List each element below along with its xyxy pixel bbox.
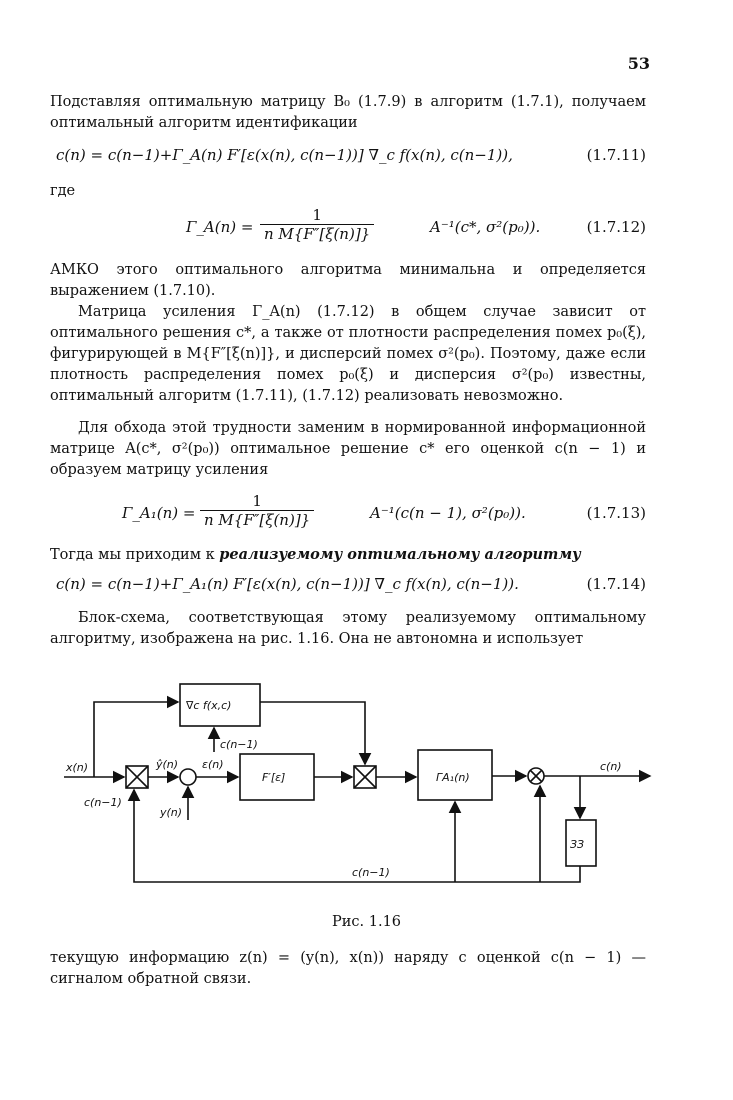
equation-1-7-12 [50,206,646,250]
label-grad: ∇c f(x,c) [186,699,232,712]
equation-number: (1.7.12) [586,218,646,236]
equation-number: (1.7.14) [586,575,646,593]
label-c-n: c(n) [600,760,622,773]
label-y-hat: ŷ(n) [156,758,179,771]
paragraph-3: Матрица усиления Γ_A(n) (1.7.12) в общем случае зависит от оптимального решения c*, а также от плотности распределения помех p₀(ξ), фигурирующей в M{F″[ξ(n)]}, и дисперсий помех σ²(p₀). Поэтому, даже если плотность распределения помех p₀(ξ) и дисперсия σ²(p₀) известны, оптимальный алгоритм (1.7.11), (1.7.12) реализовать невозможно. [50,304,646,404]
paragraph-5 [50,544,646,566]
equation-fraction [260,206,374,243]
label-delay: ЗЗ [570,838,585,851]
equation-body: c(n) = c(n−1)+Γ_A₁(n) F′[ε(x(n), c(n−1))] ∇_c f(x(n), c(n−1)). [56,575,519,593]
label-eps: ε(n) [202,758,224,771]
paragraph-4: Для обхода этой трудности заменим в нормированной информационной матрице A(c*, σ²(p₀)) оптимальное решение c* его оценкой c(n − 1) и образуем матрицу усиления [50,420,646,478]
equation-rhs: A⁻¹(c*, σ²(p₀)). [430,218,541,236]
label-f-prime: F′[ε] [262,771,286,784]
label-gamma: ΓA₁(n) [436,771,470,784]
equation-lhs: Γ_A(n) = [186,218,254,236]
equation-number: (1.7.13) [586,504,646,522]
paragraph-6: Блок-схема, соответствующая этому реализуемому оптимальному алгоритму, изображена на рис. 1.16. Она не автономна и использует [50,610,646,647]
paragraph-7: текущую информацию z(n) = (y(n), x(n)) наряду с оценкой c(n − 1) — сигналом обратной связи. [50,950,646,987]
equation-rhs: A⁻¹(c(n − 1), σ²(p₀)). [370,504,526,522]
block-diagram [0,670,733,900]
label-c-n1-top: c(n−1) [220,738,258,751]
where-label: где [50,183,76,199]
figure-caption: Рис. 1.16 [331,914,402,930]
label-y-n: y(n) [160,806,183,819]
equation-body: c(n) = c(n−1)+Γ_A(n) F′[ε(x(n), c(n−1))] ∇_c f(x(n), c(n−1)), [56,146,513,164]
label-c-n1-bottom: c(n−1) [352,866,390,879]
paragraph-5-emphasis: реализуемому оптимальному алгоритму [219,546,581,563]
paragraph-5-prefix: Тогда мы приходим к [50,547,220,563]
fraction-denominator: n M{F″[ξ(n)]} [204,511,311,529]
equation-fraction [200,492,314,529]
paragraph-1: Подставляя оптимальную матрицу B₀ (1.7.9) в алгоритм (1.7.1), получаем оптимальный алгоритм идентификации [50,94,646,131]
fraction-denominator: n M{F″[ξ(n)]} [264,225,371,243]
fraction-numerator: 1 [200,492,314,511]
fraction-numerator: 1 [260,206,374,225]
equation-lhs: Γ_A₁(n) = [122,504,196,522]
label-c-n1-left: c(n−1) [84,796,122,809]
paragraph-2: АМКО этого оптимального алгоритма минимальна и определяется выражением (1.7.10). [50,262,646,299]
summing-junction [180,769,196,785]
label-x-n: x(n) [66,761,89,774]
equation-number: (1.7.11) [586,146,646,164]
equation-1-7-13 [50,492,646,536]
page-number: 53 [627,54,650,73]
